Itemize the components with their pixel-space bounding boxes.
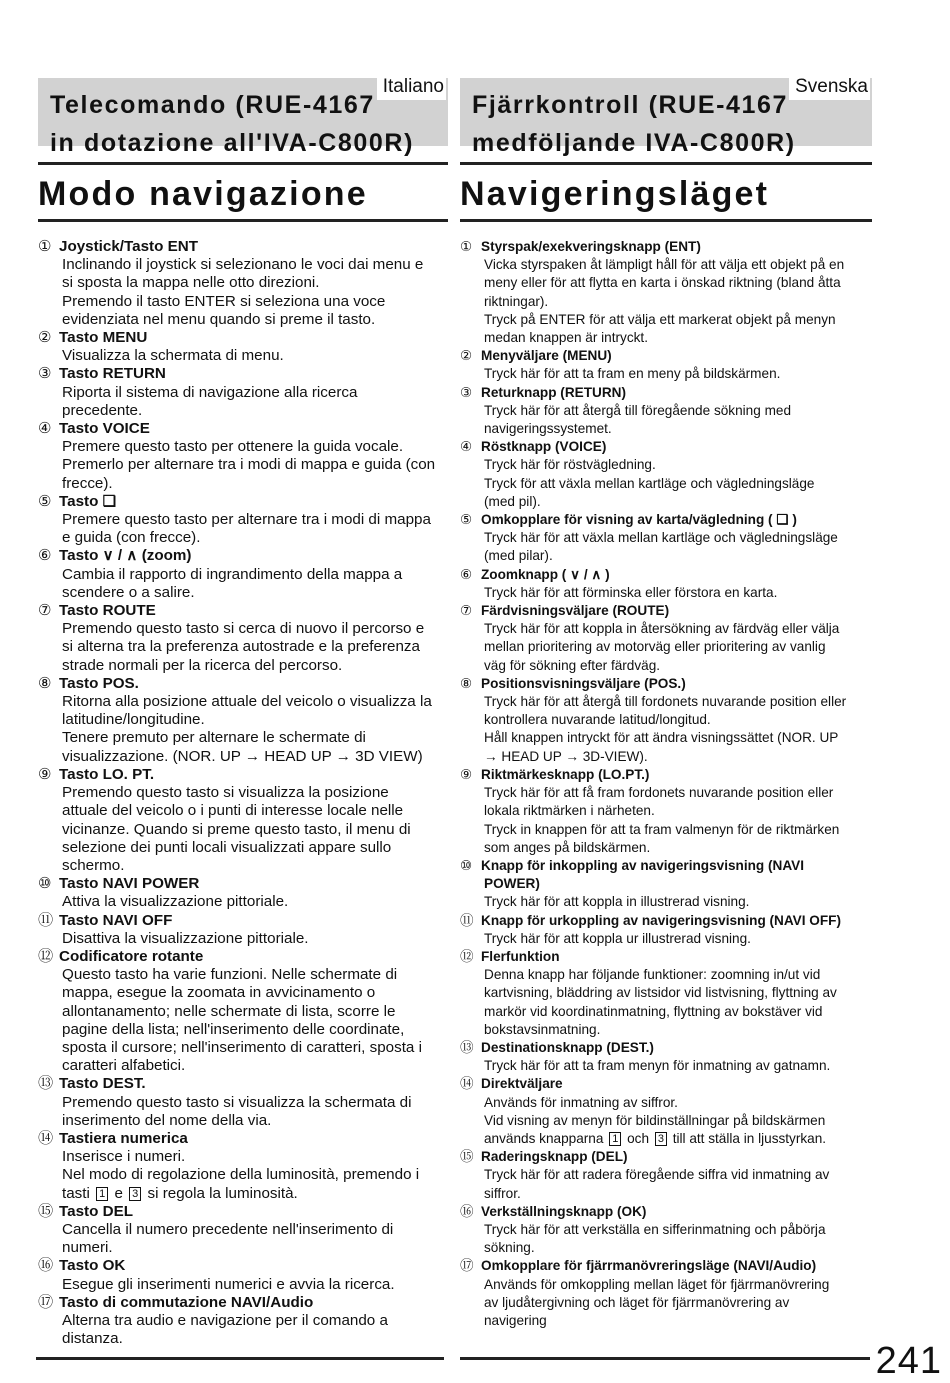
- item-description-line: medan knappen är intryckt.: [484, 330, 648, 346]
- item-description-line: Tryck här för att återgå till föregående sökning med: [484, 402, 792, 418]
- item-description-line: Tryck här för att koppla in återsökning av färdväg eller välja: [484, 621, 840, 637]
- item-description-line: Riporta il sistema di navigazione alla ricerca: [62, 383, 358, 401]
- item-description-line: Questo tasto ha varie funzioni. Nelle schermate di: [62, 966, 398, 984]
- item-description-line: Tryck här för att verkställa en sifferinmatning och påbörja: [484, 1221, 826, 1237]
- item-description-line: numeri.: [62, 1239, 113, 1257]
- item-description-line: si sposta la mappa nelle otto direzioni.: [62, 274, 320, 292]
- item-description-line: si alterna tra la preferenza autostrade e la preferenza: [62, 638, 420, 656]
- item-number: ⑧: [460, 675, 473, 691]
- item-description-line: siffror.: [484, 1185, 521, 1201]
- item-description-line: Visualizza la schermata di menu.: [62, 347, 284, 365]
- list-item: [38, 675, 448, 766]
- item-description-line: mappa, esegue la zoomata in avvicinamento o: [62, 984, 376, 1002]
- item-description-line: selezione dei punti locali visualizzati appare sullo: [62, 838, 392, 856]
- item-description-line: (med pil).: [484, 493, 541, 509]
- item-title: Tasto di commutazione NAVI/Audio: [59, 1293, 314, 1311]
- list-item: [460, 1075, 872, 1148]
- item-number: ②: [460, 348, 473, 364]
- item-description-line: Tryck här för att ta fram menyn för inmatning av gatnamn.: [484, 1058, 831, 1074]
- header-line-1: Telecomando (RUE-4167: [50, 91, 375, 119]
- list-item: [38, 493, 448, 548]
- item-number: ⑦: [38, 602, 52, 620]
- item-title: Knapp för urkoppling av navigeringsvisning (NAVI OFF): [481, 912, 842, 928]
- item-description-line: Vicka styrspaken åt lämpligt håll för att välja ett objekt på en: [484, 257, 845, 273]
- item-description-line: Cancella il numero precedente nell'inserimento di: [62, 1220, 394, 1238]
- item-number: ⑦: [460, 603, 473, 619]
- item-title: Tasto ❏: [59, 492, 117, 510]
- item-number: ⑭: [460, 1076, 474, 1092]
- item-number: ⑨: [38, 765, 52, 783]
- item-number: ⑰: [460, 1258, 474, 1274]
- item-title: Direktväljare: [481, 1076, 563, 1092]
- divider: [460, 219, 872, 222]
- list-item: [38, 1130, 448, 1203]
- item-number: ②: [38, 329, 52, 347]
- list-item: [460, 912, 872, 948]
- item-description-line: Premere questo tasto per ottenere la guida vocale.: [62, 438, 404, 456]
- item-number: ⑩: [38, 875, 52, 893]
- item-description-line: sökning.: [484, 1240, 535, 1256]
- item-description-line: Tryck här för att ta fram en meny på bildskärmen.: [484, 366, 781, 382]
- item-title: Röstknapp (VOICE): [481, 439, 607, 455]
- list-item: [460, 238, 872, 347]
- language-label: Italiano: [377, 76, 446, 100]
- item-title-continued: POWER): [484, 876, 540, 892]
- item-description-line: schermo.: [62, 856, 125, 874]
- item-description-line: Denna knapp har följande funktioner: zoomning in/ut vid: [484, 967, 821, 983]
- item-title: Tasto LO. PT.: [59, 765, 155, 783]
- list-item: [460, 1039, 872, 1075]
- section-title: Modo navigazione: [38, 175, 368, 213]
- inline-text: och: [627, 1130, 650, 1146]
- item-description-line: Premendo questo tasto si visualizza la posizione: [62, 784, 389, 802]
- item-description-line: Alterna tra audio e navigazione per il comando a: [62, 1311, 388, 1329]
- header-title: [472, 86, 796, 162]
- item-description-line: Tryck här för att återgå till fordonets nuvarande position eller: [484, 694, 847, 710]
- item-heading: [38, 1257, 448, 1275]
- list-item: [38, 912, 448, 948]
- item-description-line: mellan prioritering av motorväg eller prioritering av vanlig: [484, 639, 826, 655]
- item-number: ⑮: [460, 1149, 474, 1165]
- item-description-line: markör vid koordinatinmatning, flyttning av bokstäver vid: [484, 1003, 823, 1019]
- item-number: ⑨: [460, 766, 473, 782]
- item-description-line: Tryck här för att få fram fordonets nuvarande position eller: [484, 785, 834, 801]
- list-item: [38, 420, 448, 493]
- item-heading: [38, 547, 448, 565]
- item-description-line: scendere o a salire.: [62, 583, 195, 601]
- list-item: [38, 602, 448, 675]
- list-item: [460, 766, 872, 857]
- item-number: ⑫: [460, 948, 474, 964]
- item-number: ⑬: [460, 1039, 474, 1055]
- item-number: ⑩: [460, 857, 473, 873]
- item-number: ①: [38, 238, 52, 255]
- list-item: [460, 948, 872, 1039]
- item-number: ④: [460, 439, 473, 455]
- swedish-column: [460, 78, 872, 1330]
- item-heading: [38, 1203, 448, 1221]
- language-label: Svenska: [789, 76, 870, 100]
- inline-text: används knapparna: [484, 1130, 604, 1146]
- list-item: [38, 1075, 448, 1130]
- item-heading: [460, 1203, 872, 1221]
- inline-text: till att ställa in ljusstyrkan.: [672, 1130, 827, 1146]
- item-heading: [38, 1130, 448, 1148]
- item-description-line: kartvisning, bläddring av listsidor vid listvisning, flyttning av: [484, 985, 837, 1001]
- inline-text: e: [114, 1184, 123, 1202]
- item-title: Styrspak/exekveringsknapp (ENT): [481, 239, 701, 254]
- item-title: Riktmärkesknapp (LO.PT.): [481, 766, 650, 782]
- list-item: [38, 547, 448, 602]
- item-number: ④: [38, 420, 52, 438]
- item-heading: [38, 766, 448, 784]
- item-heading: [460, 912, 872, 930]
- item-title: Tasto ROUTE: [59, 602, 156, 620]
- item-title: Menyväljare (MENU): [481, 348, 612, 364]
- item-description-line: Tryck här för röstvägledning.: [484, 457, 656, 473]
- item-heading: [460, 347, 872, 365]
- item-title: Returknapp (RETURN): [481, 384, 626, 400]
- item-number: ⑯: [38, 1257, 54, 1275]
- item-number: ⑰: [38, 1293, 54, 1311]
- header-box-swedish: [460, 76, 872, 157]
- page-number: 241: [875, 1340, 942, 1382]
- item-number: ⑥: [38, 547, 52, 565]
- item-heading: [460, 511, 872, 529]
- item-number: ⑭: [38, 1129, 54, 1147]
- item-heading: [38, 365, 448, 383]
- list-item: [460, 1148, 872, 1203]
- italian-column: [38, 78, 448, 1348]
- item-description-line: allontanamento; nelle schermate di lista, scorre le: [62, 1002, 396, 1020]
- list-item: [460, 602, 872, 675]
- item-description-line: vicinanze. Quando si preme questo tasto, il menu di: [62, 820, 411, 838]
- item-number: ⑬: [38, 1075, 54, 1093]
- list-item: [460, 857, 872, 912]
- item-description-line: lokala riktmärken i närheten.: [484, 803, 655, 819]
- item-title: Tasto VOICE: [59, 420, 150, 438]
- header-title: [50, 86, 414, 162]
- item-description-line: kontrollera nuvarande latitud/longitud.: [484, 712, 711, 728]
- item-description-line: frecce).: [62, 474, 113, 492]
- item-description-line: strade normali per la ricerca del percorso.: [62, 656, 343, 674]
- item-title: Tasto NAVI OFF: [59, 911, 173, 929]
- list-item: [460, 511, 872, 566]
- item-title: Raderingsknapp (DEL): [481, 1149, 628, 1165]
- item-description-line: som anges på bildskärmen.: [484, 839, 651, 855]
- list-item: [460, 1257, 872, 1330]
- item-description-line: Tryck här för att radera föregående siffra vid inmatning av: [484, 1167, 830, 1183]
- item-description-line: Vid visning av menyn för bildinställningar på bildskärmen: [484, 1112, 826, 1128]
- item-title: Tastiera numerica: [59, 1129, 188, 1147]
- item-description-line: Disattiva la visualizzazione pittoriale.: [62, 929, 309, 947]
- list-item: [460, 1203, 872, 1258]
- item-description-line: visualizzazione. (NOR. UP → HEAD UP → 3D VIEW): [62, 747, 423, 765]
- item-number: ⑤: [460, 512, 473, 528]
- item-number: ⑤: [38, 492, 52, 510]
- item-description-line: [38, 1185, 448, 1203]
- item-heading: [38, 948, 448, 966]
- item-title: Tasto MENU: [59, 329, 148, 347]
- item-heading: [460, 1148, 872, 1166]
- item-description-line: Används för omkoppling mellan läget för fjärrmanövrering: [484, 1276, 830, 1292]
- header-box-italian: [38, 76, 448, 157]
- item-description-line: Nel modo di regolazione della luminosità, premendo i: [62, 1166, 420, 1184]
- item-description-line: Tryck här för att förminska eller förstora en karta.: [484, 584, 778, 600]
- item-description-line: väg för sökning efter färdväg.: [484, 657, 661, 673]
- item-description-line: av ljudåtergivning och läget för fjärrmanövrering av: [484, 1294, 790, 1310]
- header-line-2: medföljande IVA-C800R): [472, 129, 796, 157]
- item-title: Tasto ∨ / ∧ (zoom): [59, 547, 192, 565]
- list-item: [38, 948, 448, 1075]
- item-description-line: Inserisce i numeri.: [62, 1148, 186, 1166]
- list-item: [38, 1294, 448, 1349]
- list-item: [38, 1203, 448, 1258]
- item-description-line: Håll knappen intryckt för att ändra visningssättet (NOR. UP: [484, 730, 839, 746]
- list-item: [460, 384, 872, 439]
- item-heading: [460, 766, 872, 784]
- bottom-divider: [460, 1357, 870, 1360]
- item-number: ③: [460, 384, 473, 400]
- item-description-line: Tenere premuto per alternare le schermate di: [62, 729, 366, 747]
- item-title: Omkopplare för fjärrmanövreringsläge (NAVI/Audio): [481, 1258, 817, 1274]
- item-title: Tasto DEL: [59, 1202, 133, 1220]
- item-heading: [38, 875, 448, 893]
- item-description-line: riktningar).: [484, 293, 549, 309]
- item-heading: [460, 675, 872, 693]
- item-description-line: Premerlo per alternare tra i modi di mappa e guida (con: [62, 456, 436, 474]
- item-description-line: latitudine/longitudine.: [62, 711, 205, 729]
- item-title: Tasto NAVI POWER: [59, 875, 200, 893]
- item-description-line: evidenziata nel menu quando si preme il tasto.: [62, 310, 376, 328]
- item-description-line: meny eller för att flytta en karta i önskad riktning (bland åtta: [484, 275, 841, 291]
- bottom-divider: [36, 1357, 444, 1360]
- item-heading: [460, 566, 872, 584]
- header-line-2: in dotazione all'IVA-C800R): [50, 129, 415, 157]
- item-description-line: caratteri alfabetici.: [62, 1057, 186, 1075]
- item-description-line: Tryck här för att koppla ur illustrerad visning.: [484, 930, 751, 946]
- item-heading: [460, 602, 872, 620]
- item-heading: [460, 1257, 872, 1275]
- item-title: Tasto DEST.: [59, 1075, 146, 1093]
- item-description-line: Premendo questo tasto si visualizza la schermata di: [62, 1093, 412, 1111]
- item-heading: [460, 1075, 872, 1093]
- item-description-line: bokstavsinmatning.: [484, 1021, 601, 1037]
- item-description-line: precedente.: [62, 401, 143, 419]
- inline-text: si regola la luminosità.: [147, 1184, 298, 1202]
- item-heading: [38, 420, 448, 438]
- item-description-line: [460, 1130, 872, 1148]
- key-1-icon: 1: [96, 1187, 108, 1201]
- item-description-line: → HEAD UP → 3D-VIEW).: [484, 748, 648, 764]
- item-description-line: Esegue gli inserimenti numerici e avvia la ricerca.: [62, 1275, 395, 1293]
- item-description-line: Premendo questo tasto si cerca di nuovo il percorso e: [62, 620, 425, 638]
- item-number: ③: [38, 365, 52, 383]
- item-number: ⑯: [460, 1203, 474, 1219]
- list-item: [38, 365, 448, 420]
- item-number: ⑪: [38, 911, 54, 929]
- item-heading: [460, 438, 872, 456]
- item-heading: [460, 857, 872, 875]
- item-description-line: e guida (con frecce).: [62, 529, 201, 547]
- item-description-line: Premendo il tasto ENTER si seleziona una voce: [62, 292, 386, 310]
- list-item: [38, 238, 448, 329]
- item-number: ①: [460, 239, 473, 254]
- item-title: Positionsvisningsväljare (POS.): [481, 675, 686, 691]
- list-item: [460, 566, 872, 602]
- key-1-icon: 1: [609, 1132, 621, 1146]
- item-number: ⑫: [38, 947, 54, 965]
- item-description-line: attuale del veicolo o i punti di interesse locale nelle: [62, 802, 404, 820]
- list-item: [38, 766, 448, 875]
- item-heading: [38, 912, 448, 930]
- item-heading: [460, 1039, 872, 1057]
- list-item: [38, 1257, 448, 1293]
- item-description-line: Cambia il rapporto di ingrandimento della mappa a: [62, 565, 403, 583]
- item-title: Tasto RETURN: [59, 365, 166, 383]
- item-heading: [460, 238, 872, 256]
- item-description-line: navigering: [484, 1312, 547, 1328]
- item-title: Codificatore rotante: [59, 947, 204, 965]
- key-3-icon: 3: [129, 1187, 141, 1201]
- item-heading: [38, 238, 448, 256]
- item-title: Zoomknapp ( ∨ / ∧ ): [481, 566, 610, 582]
- item-number: ⑪: [460, 912, 474, 928]
- inline-text: tasti: [62, 1184, 90, 1202]
- key-3-icon: 3: [655, 1132, 667, 1146]
- item-list: [460, 238, 872, 1330]
- item-heading: [460, 948, 872, 966]
- item-title: Färdvisningsväljare (ROUTE): [481, 603, 670, 619]
- item-title: Knapp för inkoppling av navigeringsvisning (NAVI: [481, 857, 805, 873]
- list-item: [460, 347, 872, 383]
- item-description-line: Tryck här för att växla mellan kartläge och vägledningsläge: [484, 530, 838, 546]
- item-number: ⑮: [38, 1202, 54, 1220]
- item-title: Destinationsknapp (DEST.): [481, 1039, 654, 1055]
- item-title: Tasto OK: [59, 1257, 126, 1275]
- item-description-line: Ritorna alla posizione attuale del veicolo o visualizza la: [62, 693, 432, 711]
- item-description-line: sposta il cursore; nell'inserimento di caratteri, sposta i: [62, 1038, 422, 1056]
- list-item: [460, 438, 872, 511]
- item-description-line: navigeringssystemet.: [484, 421, 612, 437]
- divider: [38, 162, 448, 165]
- item-description-line: Tryck på ENTER för att välja ett markerat objekt på menyn: [484, 311, 836, 327]
- section-title: Navigeringsläget: [460, 175, 770, 213]
- item-title: Verkställningsknapp (OK): [481, 1203, 647, 1219]
- item-heading: [460, 384, 872, 402]
- divider: [38, 219, 448, 222]
- item-heading: [38, 1294, 448, 1312]
- item-description-line: Används för inmatning av siffror.: [484, 1094, 678, 1110]
- item-description-line: distanza.: [62, 1330, 123, 1348]
- divider: [460, 162, 872, 165]
- item-description-line: Tryck för att växla mellan kartläge och vägledningsläge: [484, 475, 815, 491]
- item-description-line: Premere questo tasto per alternare tra i modi di mappa: [62, 511, 431, 529]
- item-description-line: Tryck här för att koppla in illustrerad visning.: [484, 894, 750, 910]
- item-description-line: (med pilar).: [484, 548, 553, 564]
- item-description-line: Inclinando il joystick si selezionano le voci dai menu e: [62, 256, 424, 274]
- item-description-line: Tryck in knappen för att ta fram valmenyn för de riktmärken: [484, 821, 840, 837]
- item-heading: [38, 1075, 448, 1093]
- item-title: Tasto POS.: [59, 674, 139, 692]
- list-item: [38, 329, 448, 365]
- list-item: [38, 875, 448, 911]
- item-description-line: Attiva la visualizzazione pittoriale.: [62, 893, 289, 911]
- item-title: Joystick/Tasto ENT: [59, 238, 198, 255]
- item-description-line: inserimento del nome della via.: [62, 1111, 272, 1129]
- item-number: ⑧: [38, 674, 52, 692]
- item-heading: [38, 602, 448, 620]
- item-heading: [38, 675, 448, 693]
- item-number: ⑥: [460, 566, 473, 582]
- header-line-1: Fjärrkontroll (RUE-4167: [472, 91, 789, 119]
- item-title: Flerfunktion: [481, 948, 560, 964]
- item-heading: [38, 329, 448, 347]
- item-title: Omkopplare för visning av karta/vägledning ( ❏ ): [481, 512, 797, 528]
- item-list: [38, 238, 448, 1348]
- list-item: [460, 675, 872, 766]
- item-heading: [38, 493, 448, 511]
- item-description-line: pagine della lista; nell'inserimento delle coordinate,: [62, 1020, 405, 1038]
